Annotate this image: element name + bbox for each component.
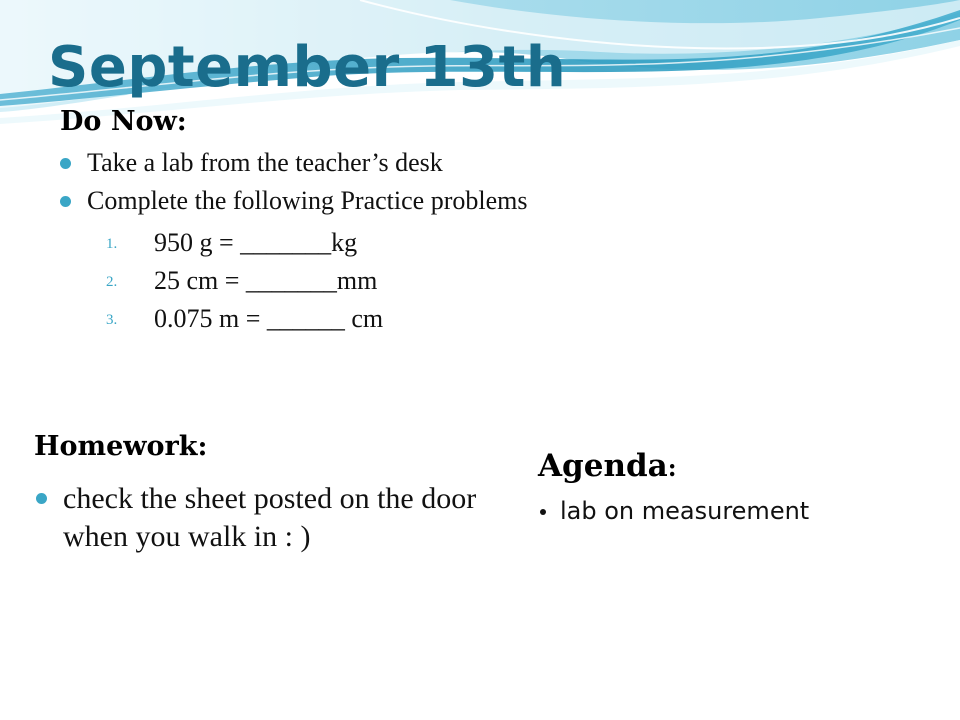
agenda-heading-text: Agenda <box>538 448 668 484</box>
bullet-icon <box>540 509 546 515</box>
list-item <box>106 263 383 301</box>
problem-text: 950 g = _______kg <box>154 228 358 257</box>
agenda-item-text: lab on measurement <box>560 497 810 525</box>
homework-heading: Homework: <box>34 431 208 462</box>
list-item <box>538 494 809 528</box>
bullet-icon <box>60 196 71 207</box>
list-item <box>60 145 527 183</box>
do-now-list <box>60 145 527 221</box>
problem-number: 2. <box>106 274 118 290</box>
practice-problems-list <box>106 225 383 339</box>
problem-text: 0.075 m = ______ cm <box>154 304 384 333</box>
homework-text: check the sheet posted on the door when you walk in : ) <box>63 482 477 553</box>
bullet-text: Take a lab from the teacher’s desk <box>87 148 443 177</box>
slide-title: September 13th <box>48 35 567 100</box>
bullet-text: Complete the following Practice problems <box>87 186 528 215</box>
list-item <box>106 225 383 263</box>
agenda-heading <box>538 449 677 483</box>
homework-item <box>36 480 493 556</box>
do-now-heading: Do Now: <box>60 106 187 137</box>
problem-number: 3. <box>106 312 118 328</box>
list-item <box>106 301 383 339</box>
problem-number: 1. <box>106 236 118 252</box>
bullet-icon <box>36 493 47 504</box>
agenda-heading-colon: : <box>667 453 677 482</box>
bullet-icon <box>60 158 71 169</box>
problem-text: 25 cm = _______mm <box>154 266 378 295</box>
agenda-list <box>538 494 809 528</box>
list-item <box>60 183 527 221</box>
